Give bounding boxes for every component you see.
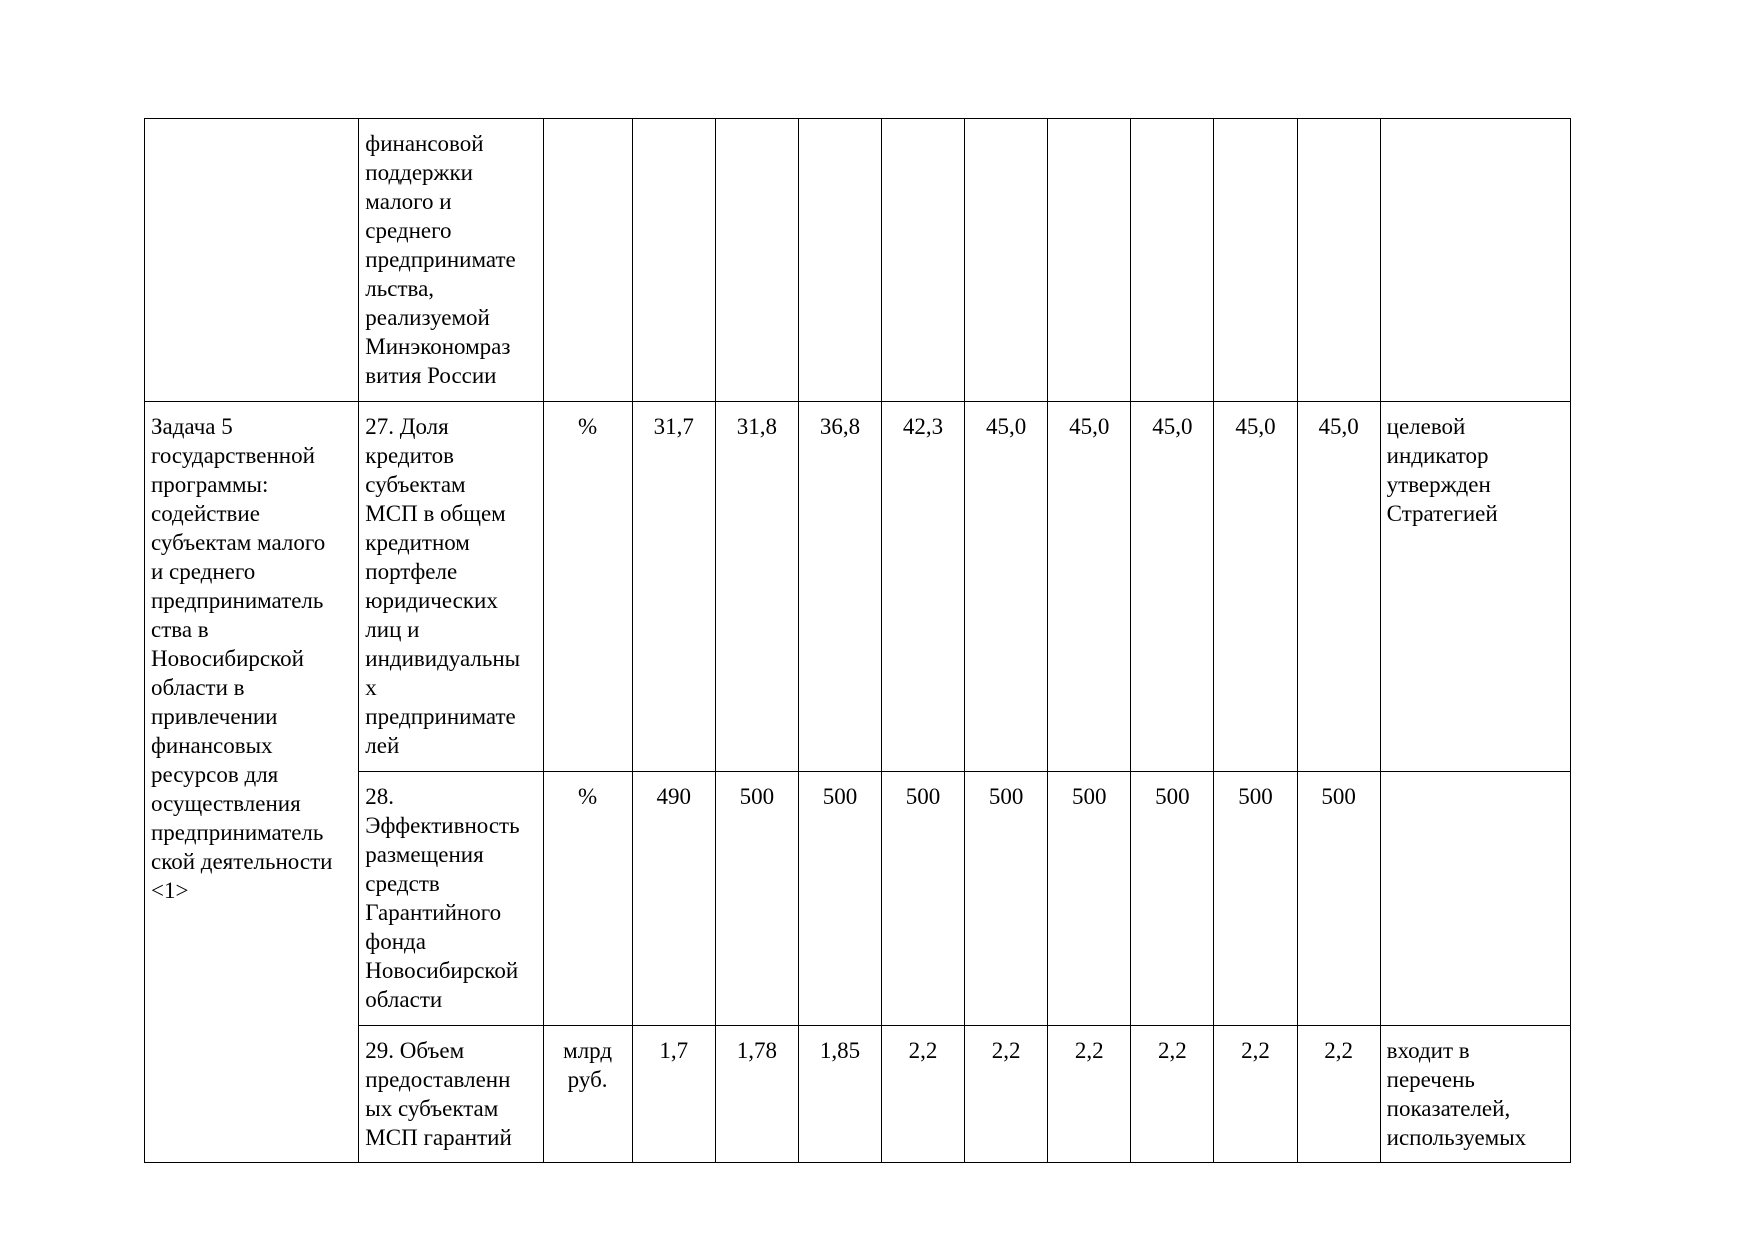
value-cell: 490 <box>632 772 715 1026</box>
unit-cell: % <box>543 402 632 772</box>
value-cell: 500 <box>1214 772 1297 1026</box>
value-cell: 1,85 <box>798 1026 881 1163</box>
empty-cell <box>543 119 632 402</box>
value-cell: 45,0 <box>1048 402 1131 772</box>
note-cell: входит в перечень показателей, используемых <box>1380 1026 1570 1163</box>
indicators-table <box>144 118 1571 1163</box>
indicator-cell: финансовой поддержки малого и среднего предпринимате льства, реализуемой Минэкономраз вития России <box>359 119 543 402</box>
value-cell: 2,2 <box>1297 1026 1380 1163</box>
value-cell: 500 <box>1048 772 1131 1026</box>
empty-cell <box>632 119 715 402</box>
value-cell: 31,7 <box>632 402 715 772</box>
indicator-cell: 28. Эффективность размещения средств Гарантийного фонда Новосибирской области <box>359 772 543 1026</box>
value-cell: 500 <box>965 772 1048 1026</box>
empty-cell <box>1380 119 1570 402</box>
value-cell: 45,0 <box>1131 402 1214 772</box>
value-cell: 500 <box>1131 772 1214 1026</box>
value-cell: 2,2 <box>965 1026 1048 1163</box>
unit-cell: % <box>543 772 632 1026</box>
table-row <box>145 119 1571 402</box>
value-cell: 45,0 <box>1214 402 1297 772</box>
value-cell: 1,78 <box>715 1026 798 1163</box>
value-cell: 42,3 <box>882 402 965 772</box>
table-row <box>145 1026 1571 1163</box>
empty-cell <box>1048 119 1131 402</box>
value-cell: 31,8 <box>715 402 798 772</box>
value-cell: 36,8 <box>798 402 881 772</box>
value-cell: 2,2 <box>1214 1026 1297 1163</box>
value-cell: 2,2 <box>1048 1026 1131 1163</box>
note-cell: целевой индикатор утвержден Стратегией <box>1380 402 1570 772</box>
value-cell: 500 <box>882 772 965 1026</box>
empty-cell <box>715 119 798 402</box>
unit-cell: млрд руб. <box>543 1026 632 1163</box>
value-cell: 45,0 <box>965 402 1048 772</box>
note-cell <box>1380 772 1570 1026</box>
value-cell: 2,2 <box>1131 1026 1214 1163</box>
empty-cell <box>145 119 359 402</box>
value-cell: 500 <box>798 772 881 1026</box>
empty-cell <box>882 119 965 402</box>
value-cell: 1,7 <box>632 1026 715 1163</box>
value-cell: 2,2 <box>882 1026 965 1163</box>
task-label-cell: Задача 5 государственной программы: содействие субъектам малого и среднего предприниматель ства в Новосибирской области в привлечении финансовых ресурсов для осуществления предприниматель ской деятельности <1> <box>145 402 359 1163</box>
value-cell: 500 <box>715 772 798 1026</box>
empty-cell <box>1297 119 1380 402</box>
empty-cell <box>965 119 1048 402</box>
indicator-cell: 29. Объем предоставленн ых субъектам МСП гарантий <box>359 1026 543 1163</box>
empty-cell <box>1214 119 1297 402</box>
value-cell: 45,0 <box>1297 402 1380 772</box>
table-row <box>145 402 1571 772</box>
value-cell: 500 <box>1297 772 1380 1026</box>
table-row <box>145 772 1571 1026</box>
indicator-cell: 27. Доля кредитов субъектам МСП в общем кредитном портфеле юридических лиц и индивидуальны х предпринимате лей <box>359 402 543 772</box>
empty-cell <box>1131 119 1214 402</box>
empty-cell <box>798 119 881 402</box>
